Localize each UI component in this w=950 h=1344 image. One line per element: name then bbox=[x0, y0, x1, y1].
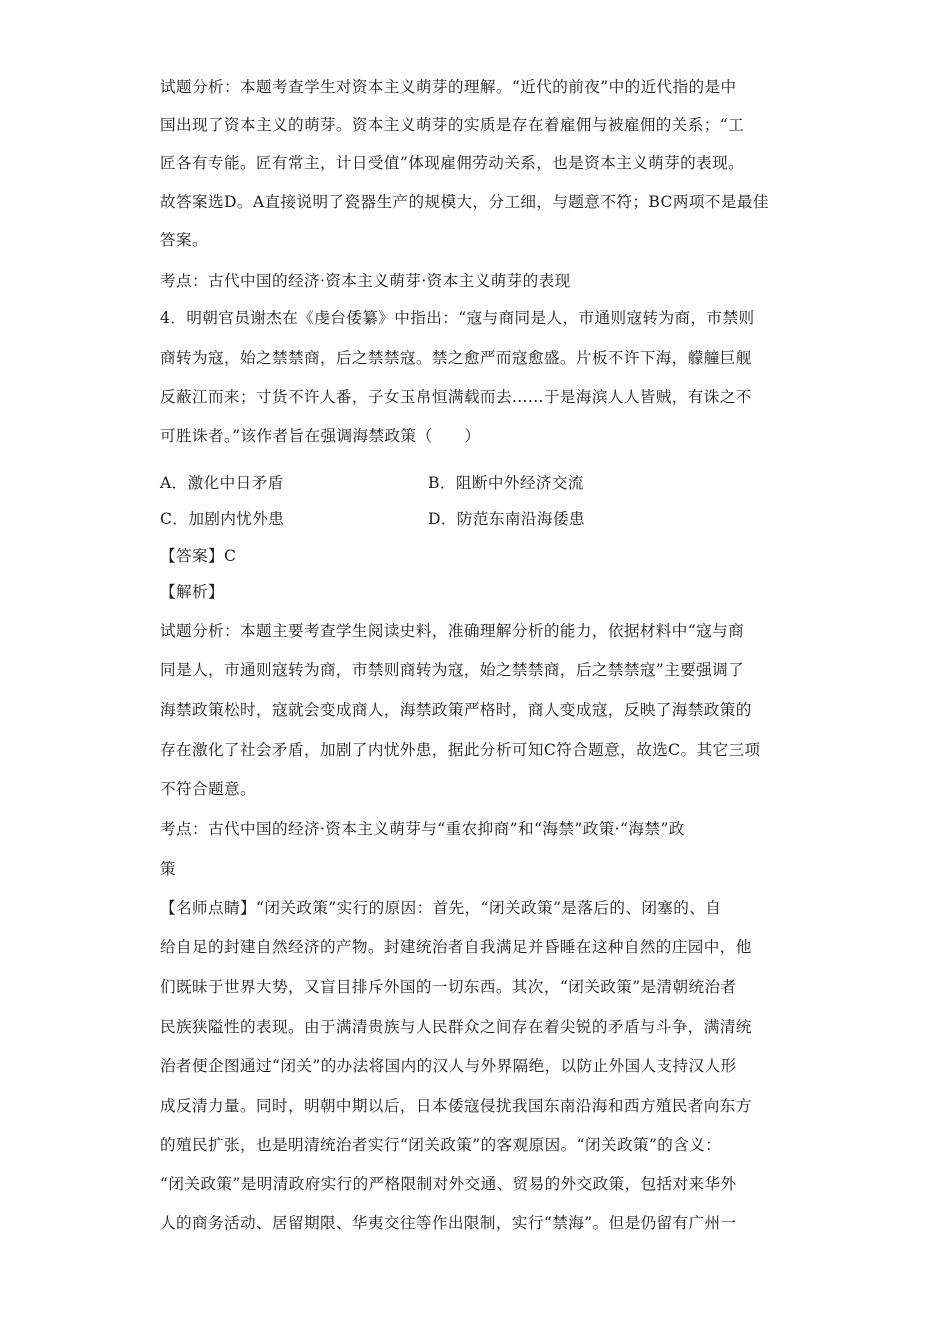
option-a: A．激化中日矛盾 bbox=[160, 474, 284, 492]
analysis-q3-line-1: 试题分析：本题考查学生对资本主义萌芽的理解。“近代的前夜”中的近代指的是中 bbox=[160, 78, 737, 96]
teacher-tip-line-4: 民族狭隘性的表现。由于满清贵族与人民群众之间存在着尖锐的矛盾与斗争，满清统 bbox=[160, 1018, 752, 1036]
analysis-q3-line-5: 答案。 bbox=[160, 231, 208, 249]
kaodian-q3: 考点：古代中国的经济·资本主义萌芽·资本主义萌芽的表现 bbox=[160, 272, 571, 290]
teacher-tip-line-5: 治者便企图通过“闭关”的办法将国内的汉人与外界隔绝，以防止外国人支持汉人形 bbox=[160, 1057, 737, 1075]
option-d: D．防范东南沿海倭患 bbox=[428, 510, 585, 528]
answer: 【答案】C bbox=[160, 547, 237, 565]
analysis-q3-line-2: 国出现了资本主义的萌芽。资本主义萌芽的实质是存在着雇佣与被雇佣的关系；“工 bbox=[160, 116, 745, 134]
kaodian-q4-line-1: 考点：古代中国的经济·资本主义萌芽与“重农抑商”和“海禁”政策·“海禁”政 bbox=[160, 820, 685, 838]
options-row-2 bbox=[160, 508, 792, 530]
kaodian-q4-line-2: 策 bbox=[160, 860, 176, 878]
jiexi-heading: 【解析】 bbox=[160, 583, 224, 601]
analysis-q3-line-3: 匠各有专能。匠有常主，计日受值”体现雇佣劳动关系，也是资本主义萌芽的表现。 bbox=[160, 154, 745, 172]
teacher-tip-line-2: 给自足的封建自然经济的产物。封建统治者自我满足并昏睡在这种自然的庄园中，他 bbox=[160, 938, 752, 956]
teacher-tip-line-6: 成反清力量。同时，明朝中期以后，日本倭寇侵扰我国东南沿海和西方殖民者向东方 bbox=[160, 1097, 752, 1115]
analysis-q4-line-5: 不符合题意。 bbox=[160, 780, 256, 798]
analysis-q3-line-4: 故答案选D。A直接说明了瓷器生产的规模大，分工细，与题意不符；BC两项不是最佳 bbox=[160, 193, 769, 211]
teacher-tip-line-1: 【名师点睛】“闭关政策”实行的原因：首先，“闭关政策”是落后的、闭塞的、自 bbox=[160, 899, 722, 917]
teacher-tip-line-3: 们既昧于世界大势，又盲目排斥外国的一切东西。其次，“闭关政策”是清朝统治者 bbox=[160, 978, 737, 996]
teacher-tip-line-7: 的殖民扩张，也是明清统治者实行“闭关政策”的客观原因。“闭关政策”的含义： bbox=[160, 1136, 722, 1154]
options-row-1 bbox=[160, 472, 792, 494]
question4-line-3: 反蔽江而来；寸货不许人番，子女玉帛恒满载而去……于是海滨人人皆贼，有诛之不 bbox=[160, 388, 752, 406]
teacher-tip-line-9: 人的商务活动、居留期限、华夷交往等作出限制，实行“禁海”。但是仍留有广州一 bbox=[160, 1214, 737, 1232]
analysis-q4-line-4: 存在激化了社会矛盾，加剧了内忧外患，据此分析可知C符合题意，故选C。其它三项 bbox=[160, 741, 761, 759]
question4-line-2: 商转为寇，始之禁禁商，后之禁禁寇。禁之愈严而寇愈盛。片板不许下海，艨艟巨舰 bbox=[160, 349, 752, 367]
analysis-q4-line-1: 试题分析：本题主要考查学生阅读史料，准确理解分析的能力，依据材料中“寇与商 bbox=[160, 622, 745, 640]
teacher-tip-line-8: “闭关政策”是明清政府实行的严格限制对外交通、贸易的外交政策，包括对来华外 bbox=[160, 1175, 737, 1193]
option-c: C．加剧内忧外患 bbox=[160, 510, 285, 528]
question4-line-1: 4．明朝官员谢杰在《虔台倭纂》中指出：“寇与商同是人，市通则寇转为商，市禁则 bbox=[160, 309, 755, 327]
option-b: B．阻断中外经济交流 bbox=[428, 474, 584, 492]
question4-line-4: 可胜诛者。”该作者旨在强调海禁政策（ ） bbox=[160, 427, 481, 445]
analysis-q4-line-3: 海禁政策松时，寇就会变成商人，海禁政策严格时，商人变成寇，反映了海禁政策的 bbox=[160, 701, 752, 719]
analysis-q4-line-2: 同是人，市通则寇转为商，市禁则商转为寇，始之禁禁商，后之禁禁寇”主要强调了 bbox=[160, 661, 745, 679]
